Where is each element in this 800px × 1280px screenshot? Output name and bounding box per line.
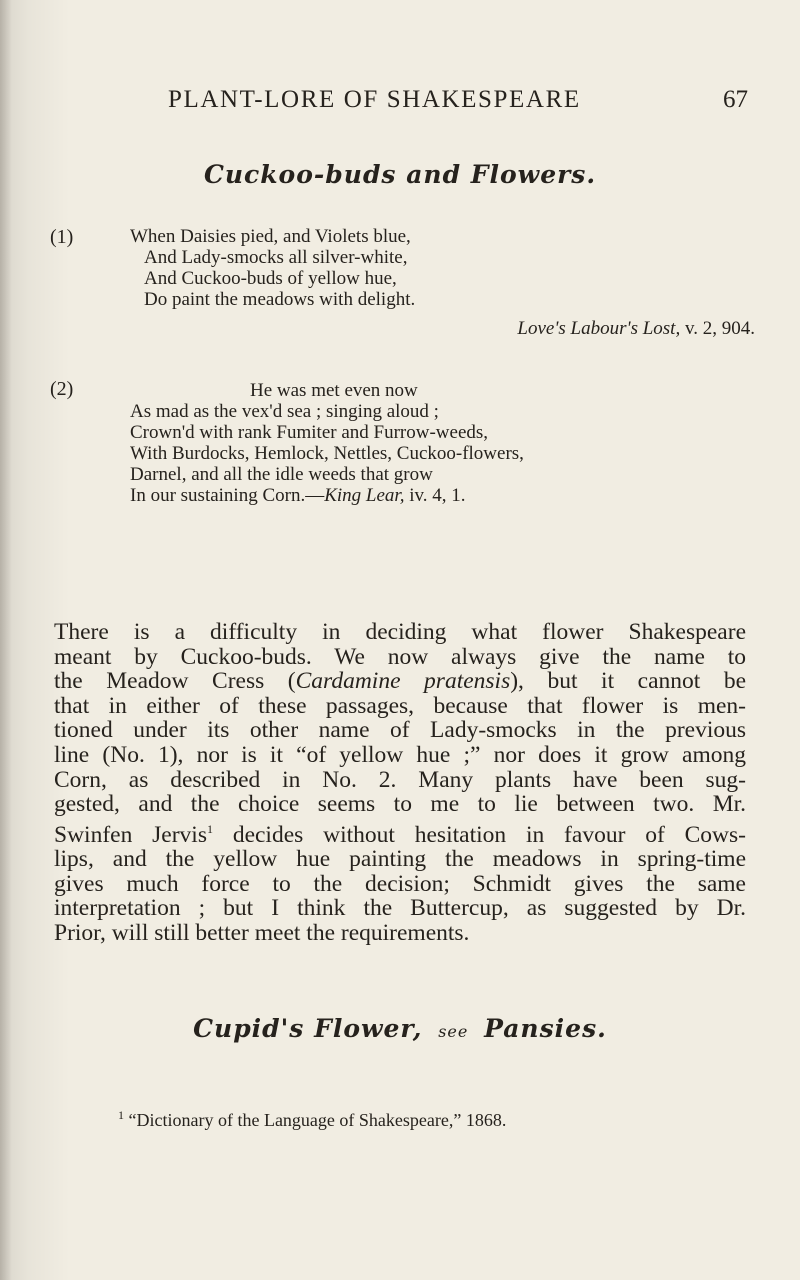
verse-text: In our sustaining Corn.— [130,485,325,506]
citation-reference: v. 2, 904. [684,318,755,339]
verse-line: Do paint the meadows with delight. [144,289,416,310]
section-heading-cupids-flower [0,1014,800,1043]
body-line: Prior, will still better meet the requirements. [54,919,470,946]
heading-reference: Pansies. [484,1014,607,1043]
latin-name: Cardamine pratensis [295,668,511,695]
footnote-number: 1 [118,1108,124,1122]
page-edge-shadow [0,0,12,1280]
body-line: interpretation ; but I think the Buttercup, as suggested by Dr. [54,895,746,922]
quotation-verse [130,380,524,506]
running-title: PLANT-LORE OF SHAKESPEARE [168,86,581,113]
body-text-segment: the Meadow Cress ( [54,668,296,695]
heading-see: see [438,1022,469,1041]
page-number: 67 [723,86,748,113]
body-line: Corn, as described in No. 2. Many plants have been sug- [54,766,746,793]
citation-title: King Lear, [324,485,405,506]
body-text-segment: ), but it cannot be [510,668,747,695]
verse-line: As mad as the vex'd sea ; singing aloud ; [130,401,439,422]
body-line: lips, and the yellow hue painting the meadows in spring-time [54,846,746,873]
body-text-segment: decides without hesitation in favour of Cows- [212,821,746,848]
verse-line: When Daisies pied, and Violets blue, [130,226,411,247]
quotation-number: (1) [50,226,74,248]
body-line: gested, and the choice seems to me to lie between two. Mr. [54,791,746,818]
quotation-verse [130,226,415,310]
body-line: gives much force to the decision; Schmidt gives the same [54,870,746,897]
body-line: There is a difficulty in deciding what flower Shakespeare [54,619,746,645]
body-line: line (No. 1), nor is it “of yellow hue ;” nor does it grow among [54,741,746,768]
verse-line: And Lady-smocks all silver-white, [144,247,408,268]
footnote [118,1108,506,1131]
quotation-citation [517,318,755,340]
quotation-number: (2) [50,378,74,400]
verse-line: And Cuckoo-buds of yellow hue, [144,268,397,289]
citation-title: Love's Labour's Lost, [517,318,681,339]
verse-line: Darnel, and all the idle weeds that grow [130,464,433,485]
verse-line: With Burdocks, Hemlock, Nettles, Cuckoo-flowers, [130,443,524,464]
body-line: that in either of these passages, because that flower is men- [54,692,746,719]
verse-line: He was met even now [250,380,418,401]
verse-line: Crown'd with rank Fumiter and Furrow-weeds, [130,422,489,443]
citation-reference: iv. 4, 1. [409,485,466,506]
body-line: tioned under its other name of Lady-smocks in the previous [54,717,746,744]
body-text-segment: Swinfen Jervis [54,821,207,848]
body-line [54,669,746,694]
body-line: meant by Cuckoo-buds. We now always give the name to [54,643,746,670]
body-line [54,817,746,847]
footnote-marker: 1 [206,821,213,836]
section-heading-cuckoo-buds: Cuckoo-buds and Flowers. [203,160,597,189]
verse-line-with-citation [130,485,524,506]
heading-main: Cupid's Flower, [193,1014,423,1043]
page-header [168,86,748,122]
body-paragraph [54,620,746,946]
footnote-text: “Dictionary of the Language of Shakespeare,” 1868. [128,1110,507,1130]
